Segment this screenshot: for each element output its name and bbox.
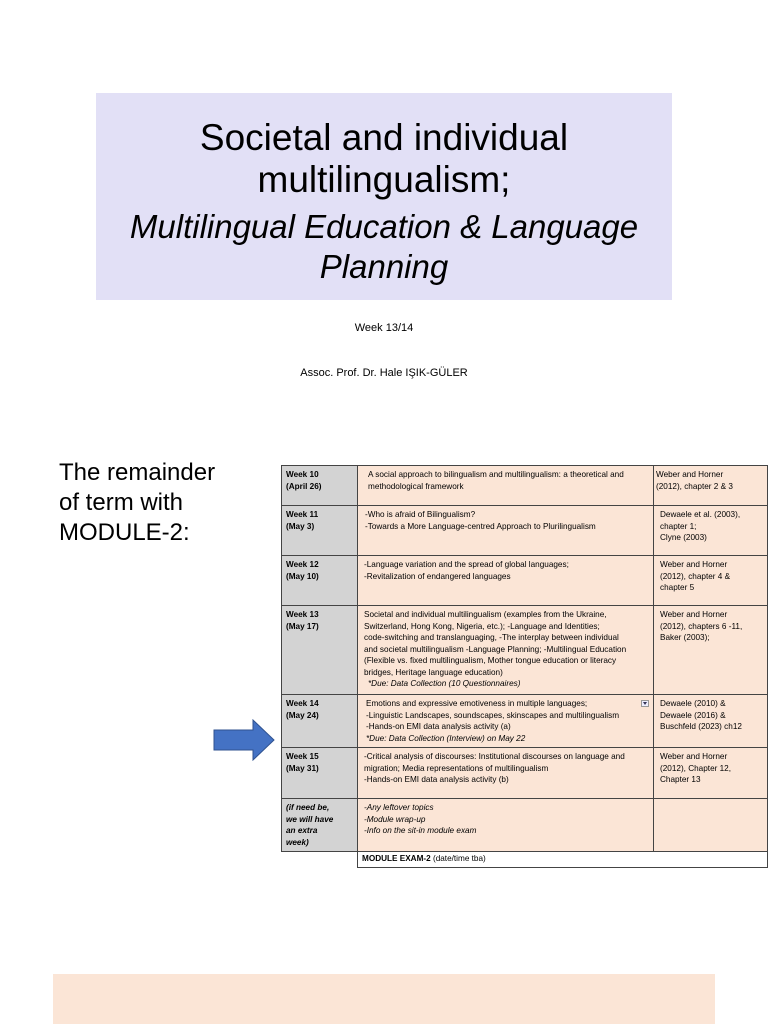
subtitle-line-1: Multilingual Education & Language (129, 208, 639, 245)
topic-line: code-switching and translanguaging, -The interplay between individual (364, 633, 619, 642)
reading-line: Buschfeld (2023) ch12 (660, 722, 742, 731)
slide-title (96, 117, 672, 201)
week-number: Week 10 (286, 470, 319, 479)
exam-note: (date/time tba) (430, 854, 486, 863)
author-name: Assoc. Prof. Dr. Hale IŞIK-GÜLER (300, 367, 468, 379)
week-number: Week 11 (286, 510, 319, 519)
topic-line: Emotions and expressive emotiveness in multiple languages; (366, 699, 588, 708)
topic-cell[interactable] (358, 695, 654, 748)
table-row (282, 852, 768, 868)
reading-cell (654, 606, 768, 695)
week-cell (282, 748, 358, 799)
topic-line: -Info on the sit-in module exam (364, 826, 477, 835)
table-row (282, 466, 768, 506)
dropdown-icon[interactable] (641, 700, 649, 707)
reading-cell (654, 506, 768, 556)
week-number: Week 14 (286, 699, 319, 708)
reading-line: chapter 1; (660, 521, 697, 531)
reading-line: (2012), chapter 2 & 3 (656, 481, 733, 491)
topic-line: -Towards a More Language-centred Approach to Plurilingualism (365, 521, 596, 531)
week-date: (May 3) (286, 521, 315, 531)
exam-label: MODULE EXAM-2 (362, 854, 431, 863)
week-line: (if need be, (286, 803, 330, 812)
topic-cell (358, 556, 654, 606)
reading-line: chapter 5 (660, 583, 695, 592)
week-cell (282, 695, 358, 748)
remainder-line-2: of term with (59, 489, 184, 516)
topic-line: methodological framework (368, 481, 464, 491)
week-cell (282, 556, 358, 606)
right-arrow-icon (213, 719, 275, 761)
topic-line: -Revitalization of endangered languages (364, 571, 511, 581)
slide-subtitle (96, 207, 672, 287)
week-line: an extra (286, 826, 318, 835)
reading-line: (2012), chapters 6 -11, (660, 621, 743, 631)
week-date: (April 26) (286, 481, 322, 491)
blank-cell (282, 852, 358, 868)
topic-line: migration; Media representations of multilingualism (364, 763, 549, 773)
title-line-1: Societal and individual (199, 117, 569, 158)
topic-line: -Critical analysis of discourses: Institutional discourses on language and (364, 752, 625, 761)
week-cell (282, 799, 358, 852)
title-box (96, 93, 672, 300)
exam-cell (358, 852, 768, 868)
topic-cell (358, 466, 654, 506)
week-date: (May 24) (286, 710, 319, 720)
reading-line: Dewaele et al. (2003), (660, 510, 741, 519)
week-date: (May 17) (286, 621, 319, 631)
week-date: (May 31) (286, 763, 319, 773)
topic-line: -Linguistic Landscapes, soundscapes, skinscapes and multilingualism (366, 710, 620, 720)
reading-cell (654, 799, 768, 852)
table-row (282, 695, 768, 748)
reading-line: Weber and Horner (660, 610, 728, 619)
topic-line: -Language variation and the spread of global languages; (364, 560, 569, 569)
remainder-line-3: MODULE-2: (59, 519, 190, 546)
reading-cell (654, 466, 768, 506)
reading-cell (654, 556, 768, 606)
topic-line: bridges, Heritage language education) (364, 667, 503, 677)
reading-line: Weber and Horner (660, 560, 728, 569)
topic-cell (358, 506, 654, 556)
topic-line: Switzerland, Hong Kong, Nigeria, etc.); -Language and Identities; (364, 621, 600, 631)
table-row (282, 506, 768, 556)
topic-cell (358, 606, 654, 695)
topic-line: -Who is afraid of Bilingualism? (365, 510, 476, 519)
topic-line: and societal multilingualism -Language Planning; -Multilingual Education (364, 644, 627, 654)
week-number: Week 13 (286, 610, 319, 619)
week-cell (282, 466, 358, 506)
due-note: *Due: Data Collection (10 Questionnaires) (368, 679, 521, 688)
week-cell (282, 606, 358, 695)
week-label: Week 13/14 (354, 322, 414, 334)
table-row (282, 556, 768, 606)
week-date: (May 10) (286, 571, 319, 581)
footer-band (53, 974, 715, 1024)
topic-cell (358, 748, 654, 799)
reading-line: Dewaele (2010) & (660, 699, 726, 708)
reading-cell (654, 695, 768, 748)
reading-line: Weber and Horner (656, 470, 724, 479)
topic-line: -Hands-on EMI data analysis activity (b) (364, 775, 509, 784)
reading-line: Chapter 13 (660, 775, 701, 784)
schedule-table (281, 465, 768, 868)
topic-cell (358, 799, 654, 852)
due-note: *Due: Data Collection (Interview) on May 22 (366, 733, 526, 743)
reading-line: Dewaele (2016) & (660, 710, 726, 720)
week-number: Week 12 (286, 560, 319, 569)
subtitle-line-2: Planning (319, 248, 449, 285)
topic-line: (Flexible vs. fixed multilingualism, Mother tongue education or literacy (364, 656, 617, 665)
reading-line: (2012), chapter 4 & (660, 571, 731, 581)
table-row (282, 606, 768, 695)
reading-line: (2012), Chapter 12, (660, 763, 732, 773)
reading-line: Baker (2003); (660, 633, 710, 642)
title-line-2: multilingualism; (257, 159, 511, 200)
remainder-heading (59, 458, 259, 548)
topic-line: Societal and individual multilingualism (examples from the Ukraine, (364, 610, 607, 619)
remainder-line-1: The remainder (59, 459, 216, 486)
week-line: week) (286, 837, 309, 847)
week-cell (282, 506, 358, 556)
topic-line: -Any leftover topics (364, 803, 434, 812)
reading-line: Clyne (2003) (660, 533, 707, 542)
week-number: Week 15 (286, 752, 319, 761)
table-row (282, 799, 768, 852)
reading-line: Weber and Horner (660, 752, 728, 761)
reading-cell (654, 748, 768, 799)
table-row (282, 748, 768, 799)
week-line: we will have (286, 814, 334, 824)
topic-line: A social approach to bilingualism and multilingualism: a theoretical and (368, 470, 624, 479)
topic-line: -Module wrap-up (364, 814, 426, 824)
topic-line: -Hands-on EMI data analysis activity (a) (366, 722, 511, 731)
